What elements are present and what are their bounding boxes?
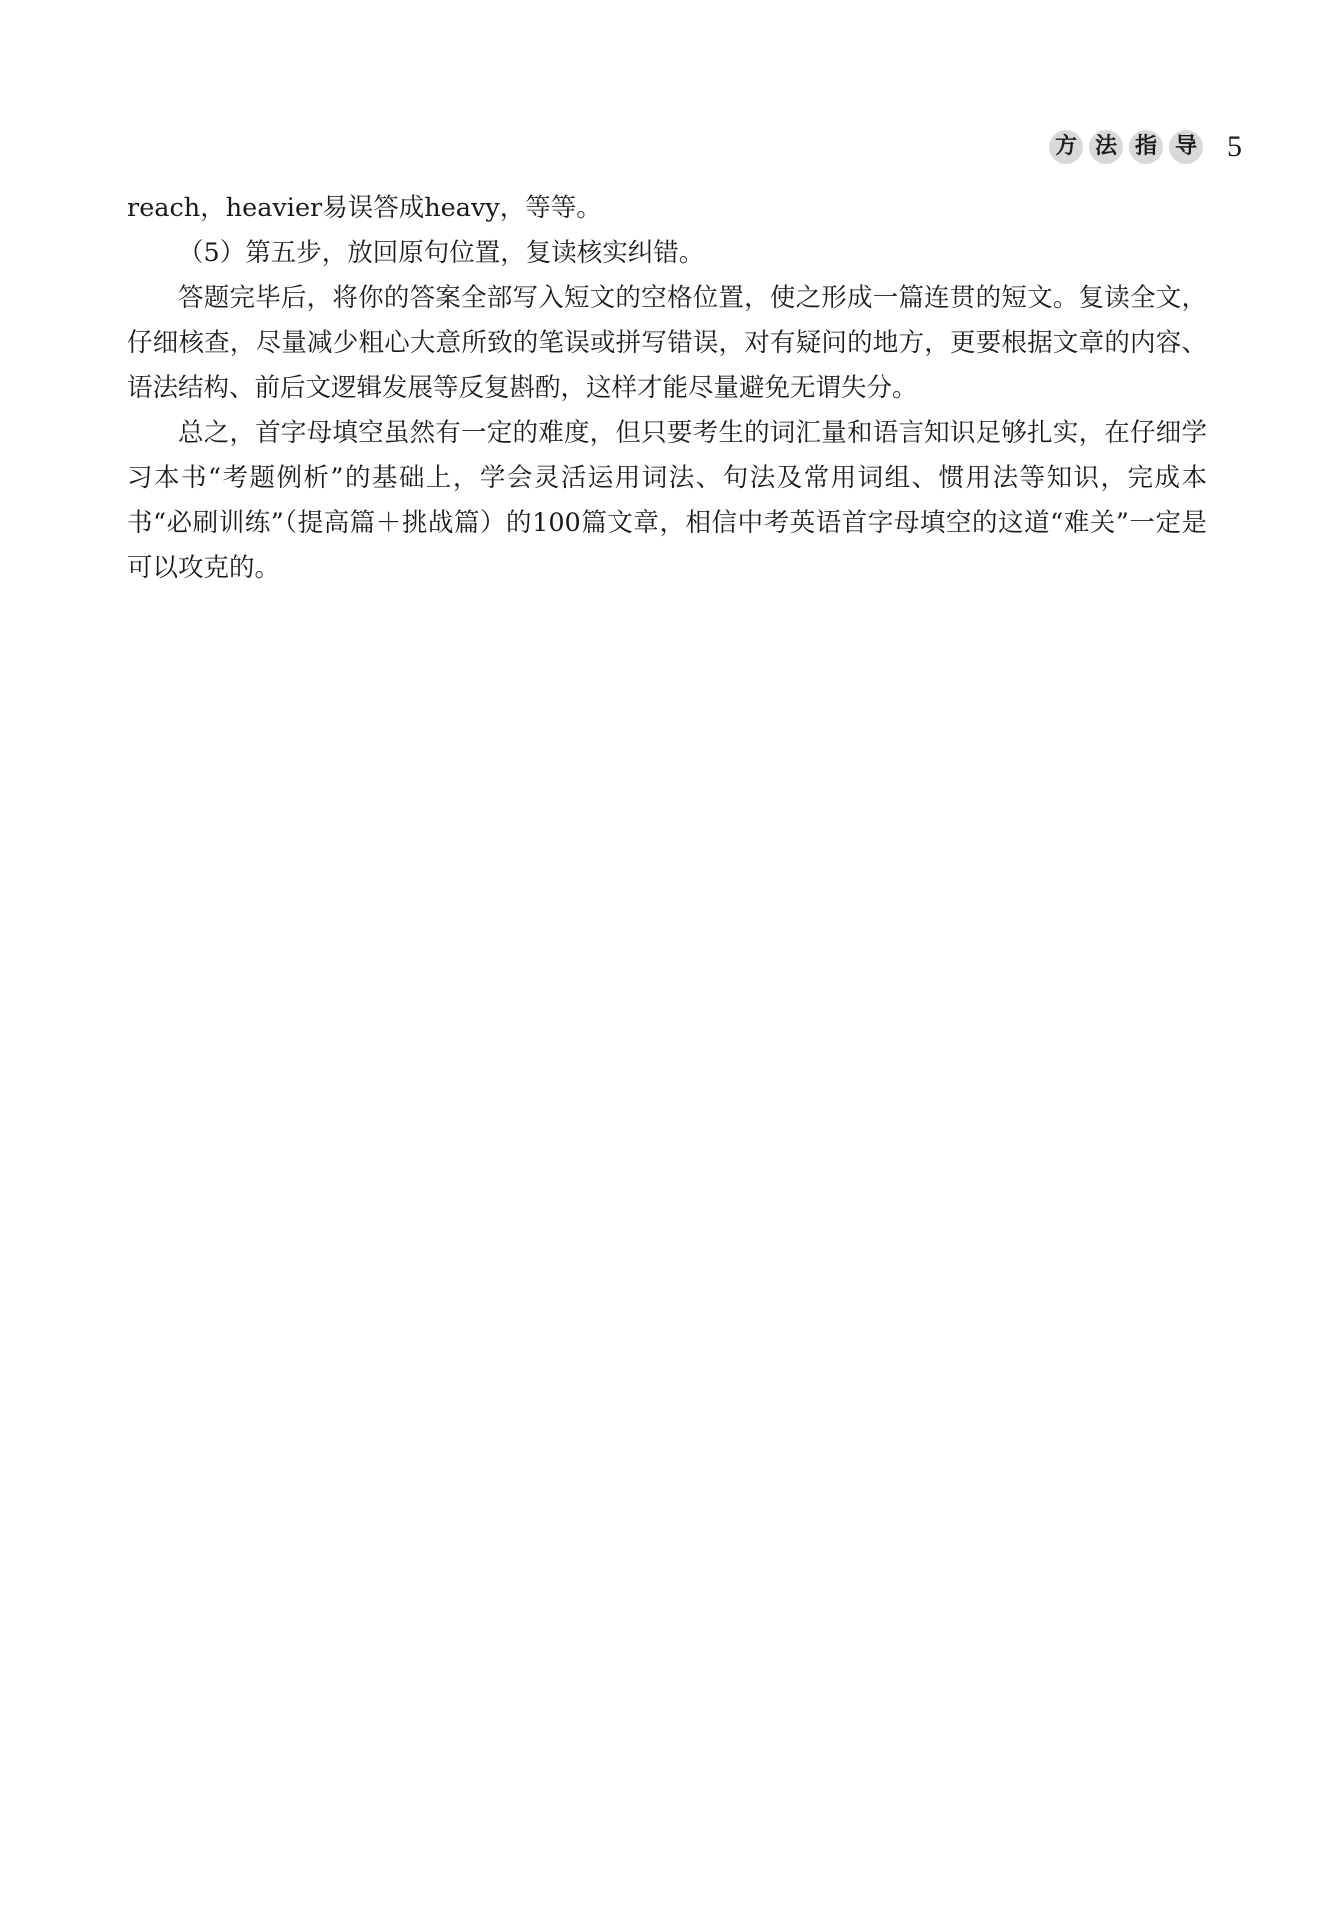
section-title-char: 指 xyxy=(1129,130,1163,164)
running-header xyxy=(1049,130,1242,164)
paragraph-review: 答题完毕后，将你的答案全部写入短文的空格位置，使之形成一篇连贯的短文。复读全文，仔细核查，尽量减少粗心大意所致的笔误或拼写错误，对有疑问的地方，更要根据文章的内容、语法结构、前后文逻辑发展等反复斟酌，这样才能尽量避免无谓失分。 xyxy=(127,283,1207,403)
page-number: 5 xyxy=(1227,130,1242,163)
paragraph-conclusion: 总之，首字母填空虽然有一定的难度，但只要考生的词汇量和语言知识足够扎实，在仔细学习本书“考题例析”的基础上，学会灵活运用词法、句法及常用词组、惯用法等知识，完成本书“必刷训练”（提高篇＋挑战篇）的100篇文章，相信中考英语首字母填空的这道“难关”一定是可以攻克的。 xyxy=(127,418,1207,583)
paragraph-continuation: reach，heavier易误答成heavy，等等。 xyxy=(127,193,602,223)
body-text xyxy=(127,186,1207,591)
paragraph-step-five: （5）第五步，放回原句位置，复读核实纠错。 xyxy=(178,238,705,268)
section-title-char: 法 xyxy=(1089,130,1123,164)
section-title-char: 方 xyxy=(1049,130,1083,164)
section-title-badge xyxy=(1049,130,1203,164)
section-title-char: 导 xyxy=(1169,130,1203,164)
